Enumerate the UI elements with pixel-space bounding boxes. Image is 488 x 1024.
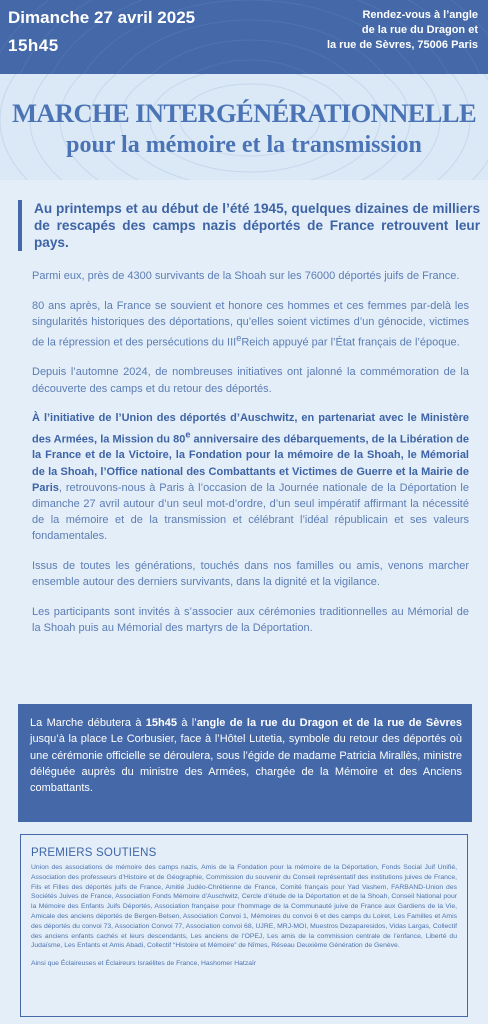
venue-line: la rue de Sèvres, 75006 Paris — [326, 39, 478, 51]
info-time: 15h45 — [145, 717, 177, 729]
paragraph — [32, 298, 469, 351]
supporters-list: Union des associations de mémoire des camps nazis, Amis de la Fondation pour la mémoire de la Déportation, Fonds Social Juif Unifié, Association des professeurs d’Histoire et de Géographie, Commission du souvenir du Conseil représentatif des institutions juives de France, Fils et Filles des déportés juifs de France, Amitié Judéo-Chrétienne de France, Comité français pour Yad Vashem, FARBAND-Union des Sociétés Juives de France, Association Fonds Mémoire d’Auschwitz, Cercle d’étude de la Déportation et de la Shoah, Conseil National pour la Mémoire des Enfants Juifs Déportés, Association française pour l’hommage de la Communauté juive de France aux Gardiens de la Vie, Amicale des anciens déportés de Bergen-Belsen, Association Convoi 1, Mémoires du convoi 6 et des camps du Loiret, Les Familles et Amis des déportés du convoi 73, Association Convoi 77, Association convoi 68, UJRE, MRJ-MOI, Muestros Dezaparesidos, Vidas Largas, Collectif des anciens enfants cachés et leurs descendants, Les anciens de l’OPEJ, Les amis de la commission centrale de l’enfance, Liberté du Judaïsme, Les Enfants et Amis Abadi, Collectif “Histoire et Mémoire” de Nîmes, Réseau Deuxième Génération de Genève. — [31, 864, 457, 950]
body-text — [32, 268, 469, 650]
event-venue — [258, 8, 478, 53]
venue-line: Rendez-vous à l’angle — [362, 9, 478, 21]
supporters-box — [20, 834, 468, 1017]
supporters-footer: Ainsi que Éclaireuses et Éclaireurs Israélites de France, Hashomer Hatzaïr — [31, 960, 257, 968]
supporters-title: PREMIERS SOUTIENS — [31, 847, 157, 859]
paragraph-text: Reich appuyé par l’État français de l’époque. — [241, 336, 460, 349]
lead-paragraph: Au printemps et au début de l’été 1945, quelques dizaines de milliers de rescapés des camps nazis déportés de France retrouvent leur pays. — [18, 200, 480, 251]
info-text: à l’ — [177, 717, 197, 729]
march-info-box — [18, 704, 472, 822]
paragraph-text: 80 ans après, la France se souvient et honore ces hommes et ces femmes par-delà les singularités historiques des déportations, qu’elles soient victimes d’un génocide, victimes de la répression et des persécutions du III — [32, 299, 469, 349]
paragraph: Les participants sont invités à s’associer aux cérémonies traditionnelles au Mémorial de la Shoah puis au Mémorial des martyrs de la Déportation. — [32, 606, 469, 635]
paragraph: Depuis l’automne 2024, de nombreuses initiatives ont jalonné la commémoration de la découverte des camps et du retour des déportés. — [32, 366, 469, 395]
top-banner — [0, 0, 488, 74]
paragraph-text: , retrouvons-nous à Paris à l’occasion de la Journée nationale de la Déportation le dimanche 27 avril autour d’un seul mot-d’ordre, d’un seul impératif affirmant la nécessité de la mémoire et de la transmission et célébrant l’idéal républicain et ses valeurs fondamentales. — [32, 481, 469, 543]
paragraph — [32, 410, 469, 544]
paragraph: Parmi eux, près de 4300 survivants de la Shoah sur les 76000 déportés juifs de France. — [32, 270, 460, 282]
paragraph: Issus de toutes les générations, touchés dans nos familles ou amis, venons marcher ensemble autour des derniers survivants, dans la dignité et la vigilance. — [32, 560, 469, 589]
event-date: Dimanche 27 avril 2025 — [8, 8, 196, 27]
partners-text: anniversaire des débarquements, de la Libération de la France et de la Victoire, la Fondation pour la mémoire de la Shoah, le Mémorial de la Shoah, l’Office national des Combattants et Victimes de Guerre et la Mairie de Paris — [32, 433, 469, 494]
partners-text: À l’initiative de l’Union des déportés d’Auschwitz, en partenariat avec le Ministère des Armées, la Mission du 80 — [32, 412, 469, 446]
page-title: MARCHE INTERGÉNÉRATIONNELLE — [11, 98, 477, 128]
venue-line: de la rue du Dragon et — [361, 24, 478, 36]
page-subtitle: pour la mémoire et la transmission — [66, 132, 422, 158]
title-zone — [0, 74, 488, 180]
superscript: e — [185, 429, 191, 440]
info-location: angle de la rue du Dragon et de la rue de Sèvres — [196, 717, 462, 729]
info-text: La Marche débutera à — [30, 717, 146, 729]
event-time: 15h45 — [8, 36, 59, 55]
info-text: jusqu’à la place Le Corbusier, face à l’Hôtel Lutetia, symbole du retour des déportés où une cérémonie officielle se déroulera, sous l’égide de madame Patricia Mirallès, ministre déléguée auprès du ministre des Armées, chargée de la Mémoire et des Anciens combattants. — [30, 733, 462, 795]
superscript: e — [236, 333, 242, 344]
